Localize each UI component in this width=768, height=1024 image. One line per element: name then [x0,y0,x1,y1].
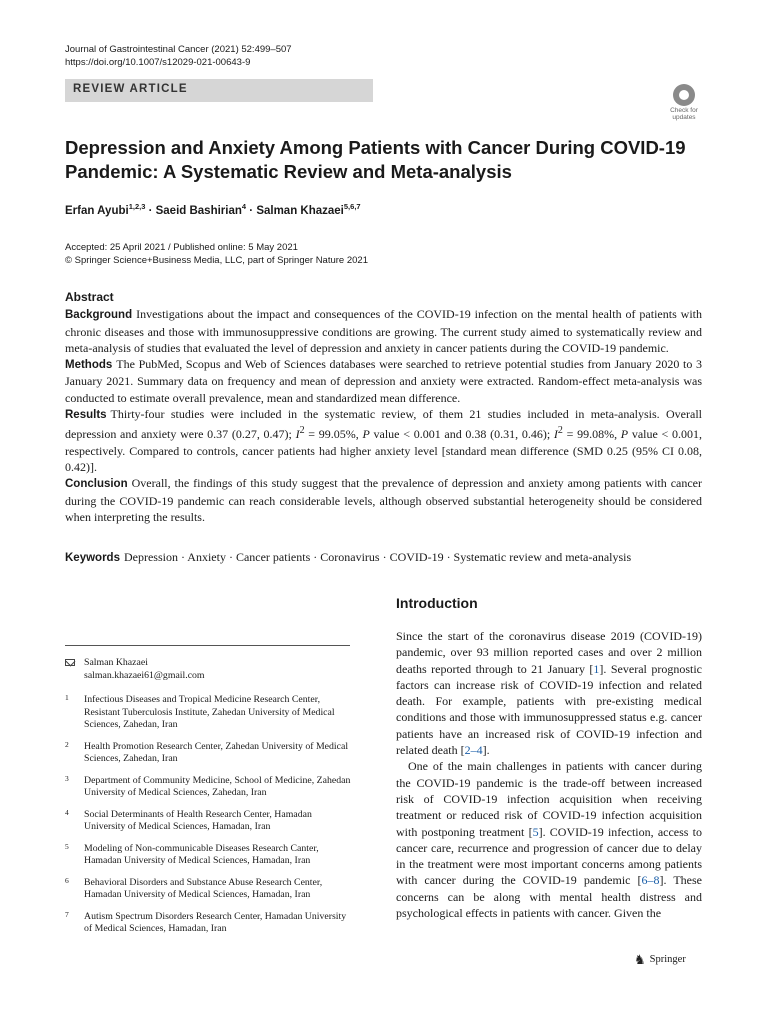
citation-link[interactable]: 1 [593,661,600,676]
abstract-heading: Abstract [65,290,114,304]
background-label: Background [65,309,133,322]
abstract-section [65,289,702,525]
publication-dates [65,241,368,267]
author-list [65,202,361,217]
envelope-icon [65,659,75,666]
corresponding-author [65,657,355,682]
accepted-date: Accepted: 25 April 2021 [65,242,166,253]
author-affiliation: 5,6,7 [343,202,361,211]
conclusion-label: Conclusion [65,478,128,491]
author-name[interactable]: Salman Khazaei [256,204,344,217]
introduction-body [396,628,702,921]
corresponding-author-name: Salman Khazaei [84,657,148,668]
affiliation-item: 4 Social Determinants of Health Research Center, Hamadan University of Medical Sciences, Hamadan, Iran [65,807,312,832]
affiliation-item: 3 Department of Community Medicine, School of Medicine, Zahedan University of Medical Sciences, Zahedan, Iran [65,773,351,798]
affiliation-item: 5 Modeling of Non-communicable Diseases Research Canter, Hamadan University of Medical Sciences, Hamadan, Iran [65,841,319,866]
author-affiliation: 1,2,3 [128,202,146,211]
article-type-banner [65,79,373,102]
author-name[interactable]: Erfan Ayubi [65,204,129,217]
intro-paragraph: One of the main challenges in patients with cancer during the COVID-19 pandemic is the trade-off between increased risk of COVID-19 infection acquisition when receiving treatment or reduced risk of COVID-19 infection acquisition with postponing treatment [5]. COVID-19 infection, access to cancer care, recurrence and progression of cancer due to delay in the treatment were most important concerns among patients with cancer during the COVID-19 pandemic [6–8]. These concerns can be along with mental health distress and psychological effects in patients with cancer. Given the [396,759,703,921]
keywords-label: Keywords [65,552,120,564]
results-label: Results [65,409,107,422]
author-separator: · [246,204,257,217]
affiliation-footnotes [65,657,355,945]
abstract-conclusion: Conclusion Overall, the findings of this study suggest that the prevalence of depression and anxiety among patients with cancer during the COVID-19 pandemic can reach considerable levels, although observed substantial heterogeneity should be considered when interpreting the results. [65,476,702,524]
publisher-name: Springer [649,954,686,965]
journal-citation [65,43,292,69]
citation-link[interactable]: 5 [532,824,539,839]
check-for-updates-badge[interactable] [664,84,704,124]
doi-link[interactable]: https://doi.org/10.1007/s12029-021-00643-9 [65,57,251,68]
author-affiliation: 4 [241,202,247,211]
abstract-methods: Methods The PubMed, Scopus and Web of Sciences databases were searched to retrieve potential studies from January 2020 to 3 January 2021. Summary data on frequency and mean of depression and anxiety were extracted. Random-effect meta-analysis was conducted to estimate overall prevalence, mean and standardized mean difference. [65,357,702,405]
methods-label: Methods [65,359,113,372]
author-name[interactable]: Saeid Bashirian [155,204,242,217]
keywords-list: Depression · Anxiety · Cancer patients · Coronavirus · COVID-19 · Systematic review and meta-analysis [123,550,632,564]
article-title: Depression and Anxiety Among Patients with Cancer During COVID-19 Pandemic: A Systematic Review and Meta-analysis [65,137,686,182]
citation-link[interactable]: 6–8 [641,873,660,888]
affiliation-item: 2 Health Promotion Research Center, Zahedan University of Medical Sciences, Zahedan, Iran [65,739,349,764]
abstract-background: Background Investigations about the impact and consequences of the COVID-19 infection on the mental health of patients with chronic diseases and those with immunosuppressive conditions are growing. The current study aimed to systematically review and meta-analysis of studies that evaluated the level of depression and anxiety in cancer patients during the COVID-19 pandemic. [65,307,702,355]
introduction-heading: Introduction [396,595,478,611]
citation-link[interactable]: 2–4 [464,743,483,758]
check-for-updates-icon [673,84,695,106]
intro-paragraph: Since the start of the coronavirus disease 2019 (COVID-19) pandemic, over 93 million reported cases and over 2 million deaths reported through to 21 January [1]. Several prognostic factors can increase risk of COVID-19 infection and related death. For example, patients with pre-existing medical conditions and those with immunosuppressed status e.g. cancer patients have an increased risk of COVID-19 infection and related death [2–4]. [396,629,702,758]
abstract-results: Results Thirty-four studies were included in the systematic review, of them 21 studies included in meta-analysis. Overall depression and anxiety were 0.37 (0.27, 0.47); $I^2 = 99.05\%$, P value < 0.001 and 0.38 (0.31, 0.46); $I^2 = 99.08\%$, P value < 0.001, respectively. Compared to controls, cancer patients had higher anxiety level [standard mean difference (SMD 0.25 (95% CI 0.08, 0.42)]. [65,407,703,474]
article-type-label: REVIEW ARTICLE [73,83,188,95]
affiliation-item: 6 Behavioral Disorders and Substance Abuse Research Center, Hamadan University of Medical Sciences, Hamadan, Iran [65,875,323,900]
publisher-logo [634,953,686,966]
affiliation-item: 7 Autism Spectrum Disorders Research Center, Hamadan University of Medical Sciences, Hamadan, Iran [65,909,347,934]
author-separator: · [145,204,156,217]
footnote-divider [65,645,350,646]
keywords-section [65,549,705,566]
affiliation-item: 1 Infectious Diseases and Tropical Medicine Research Center, Resistant Tuberculosis Institute, Zahedan University of Medical Sciences, Zahedan, Iran [65,693,335,730]
journal-name: Journal of Gastrointestinal Cancer (2021) 52:499–507 [65,44,292,55]
published-date: / Published online: 5 May 2021 [165,242,298,253]
copyright-notice: © Springer Science+Business Media, LLC, part of Springer Nature 2021 [65,255,368,266]
corresponding-author-email[interactable]: salman.khazaei61@gmail.com [84,669,205,681]
check-for-updates-text: Check for updates [670,107,698,121]
springer-horse-icon: ♞ [634,952,646,967]
